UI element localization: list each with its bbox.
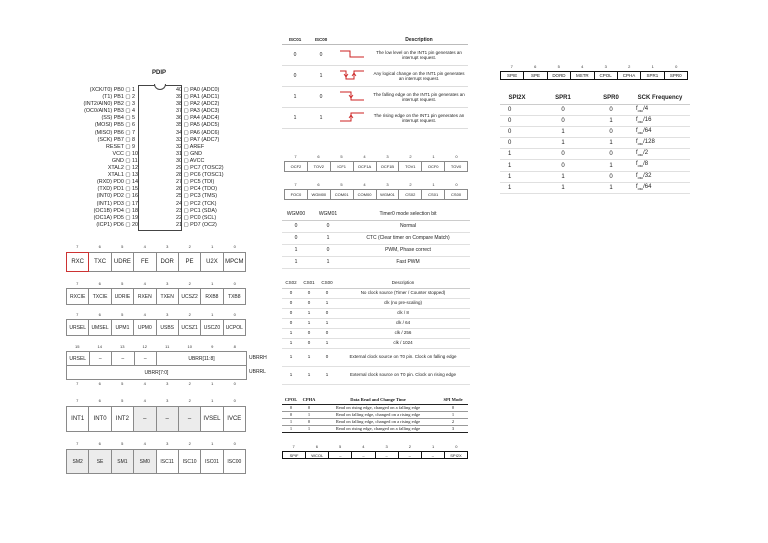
- cell: 1: [293, 115, 297, 121]
- table-row: 0 1 1 clk / 64: [282, 318, 470, 328]
- table-row: 1 0 PWM, Phase correct: [282, 244, 470, 256]
- mcucr-register: [66, 449, 246, 474]
- pin-left: VCC ▢ 10: [112, 150, 138, 157]
- reg-bit: UDRIE: [111, 289, 133, 305]
- pin-left: GND ▢ 11: [111, 157, 138, 164]
- reg-bit: ICF1: [330, 162, 353, 172]
- ucsrb-register: [66, 288, 246, 305]
- pin-right: 31 ▢ GND: [176, 150, 203, 157]
- col-header: SCK Frequency: [630, 93, 690, 104]
- pin-left: (OC1B) PD4 ▢ 18: [93, 207, 138, 214]
- spcr-bit-numbers: 7 6 5 4 3 2 1 0: [510, 64, 678, 69]
- table-row: 1 1 Read on rising edge, changed on a falling edge 3: [282, 425, 468, 432]
- ucsrb-bit-numbers: 7 6 5 4 3 2 1 0: [76, 281, 236, 286]
- cell: 0: [319, 94, 323, 100]
- pin-right: 21 ▢ PD7 (OC2): [176, 221, 217, 228]
- reg-bit: –: [112, 352, 135, 366]
- pin-right: 29 ▢ PC7 (TOSC2): [176, 165, 224, 172]
- timsk-bit-numbers: 7 6 5 4 3 2 1 0: [294, 154, 458, 159]
- pin-left: (RXD) PD0 ▢ 14: [96, 179, 138, 186]
- reg-bit: TOV1: [399, 162, 422, 172]
- pin-left: (MISO) PB6 ▢ 7: [94, 129, 135, 136]
- pin-right: 37 ▢ PA3 (ADC3): [176, 108, 220, 115]
- isc-table: [282, 36, 468, 129]
- table-row: 1 0 0 clk / 256: [282, 328, 470, 338]
- reg-bit: UCPOL: [223, 320, 245, 336]
- pin-right: 28 ▢ PC6 (TOSC1): [176, 172, 224, 179]
- spsr-bit-numbers: 7 6 5 4 3 2 1 0: [292, 444, 458, 449]
- pin-left: (SS) PB4 ▢ 5: [101, 115, 135, 122]
- sck-frequency-table: [500, 93, 690, 194]
- table-row: 1 1 1 $f_{osc}/64$: [500, 182, 690, 193]
- table-row: [282, 45, 468, 66]
- ubrr-bit-numbers-low: 7 6 5 4 3 2 1 0: [76, 381, 236, 386]
- reg-bit: ISC11: [156, 450, 178, 474]
- table-row: 0 0 0 No clock source (Timer / Counter stopped): [282, 288, 470, 298]
- reg-bit: PE: [178, 253, 200, 272]
- table-row: 1 1 0 $f_{osc}/32$: [500, 171, 690, 182]
- ubrr-register: [66, 351, 247, 380]
- pdip-title: PDIP: [152, 70, 167, 76]
- reg-bit: TXB8: [223, 289, 245, 305]
- cell: The low level on the INT1 pin generates an interrupt request.: [376, 49, 462, 60]
- rising-edge-waveform-icon: [334, 108, 370, 129]
- reg-bit: –: [398, 452, 421, 459]
- pin-left: (ICP1) PD6 ▢ 20: [96, 221, 138, 228]
- reg-bit: DOR: [156, 253, 178, 272]
- reg-bit: ISC10: [178, 450, 200, 474]
- pin-left: (MOSI) PB5 ▢ 6: [94, 122, 135, 129]
- reg-bit: UBRR[7:0]: [67, 366, 247, 380]
- pin-left: RESET ▢ 9: [106, 143, 135, 150]
- reg-bit: UDRE: [111, 253, 133, 272]
- reg-bit: UBRR[11:8]: [157, 352, 247, 366]
- reg-bit: SPR0: [664, 72, 687, 80]
- cell: The rising edge on the INT1 pin generates an interrupt request.: [373, 112, 465, 123]
- pin-right: 35 ▢ PA5 (ADC5): [176, 122, 220, 129]
- pin-left: (TXD) PD1 ▢ 15: [97, 186, 138, 193]
- col-header: ISC00: [314, 37, 328, 42]
- pin-left: (INT0) PD2 ▢ 16: [96, 193, 138, 200]
- reg-bit: UCSZ1: [178, 320, 200, 336]
- reg-bit: CS01: [422, 190, 445, 200]
- reg-bit: TOV2: [307, 162, 330, 172]
- reg-bit: SPE: [524, 72, 547, 80]
- pin-left: XTAL1 ▢ 13: [107, 172, 138, 179]
- reg-bit: OCF1B: [376, 162, 399, 172]
- col-header: Data Read and Change Time: [350, 397, 406, 403]
- col-header: [334, 36, 370, 45]
- falling-edge-waveform-icon: [334, 87, 370, 108]
- clock-select-table: [282, 278, 470, 385]
- any-change-waveform-icon: [334, 66, 370, 87]
- col-header: SPR1: [534, 93, 592, 104]
- col-header: Description: [336, 278, 470, 288]
- table-row: 0 0 Normal: [282, 220, 470, 232]
- table-row: 0 1 CTC (Clear timer on Compare Match): [282, 232, 470, 244]
- reg-bit: –: [375, 452, 398, 459]
- pin-left: XTAL2 ▢ 12: [107, 165, 138, 172]
- col-header: CS01: [300, 278, 318, 288]
- pin-right: 30 ▢ AVCC: [176, 157, 205, 164]
- reg-bit: WGM01: [376, 190, 399, 200]
- reg-bit: –: [156, 407, 178, 432]
- table-row: 0 1 0 $f_{osc}/64$: [500, 126, 690, 137]
- reg-bit: USBS: [156, 320, 178, 336]
- table-row: [282, 87, 468, 108]
- reg-bit: WGM00: [307, 190, 330, 200]
- pin-left: (SCK) PB7 ▢ 8: [97, 136, 135, 143]
- reg-bit: –: [134, 352, 157, 366]
- pin-right: 33 ▢ PA7 (ADC7): [176, 136, 220, 143]
- ubrrl-label: UBRRL: [249, 369, 266, 375]
- reg-bit: INT1: [67, 407, 89, 432]
- reg-bit: CS02: [399, 190, 422, 200]
- table-row: 1 0 0 $f_{osc}/2$: [500, 149, 690, 160]
- col-header: Description: [405, 37, 433, 43]
- pin-right: 23 ▢ PC1 (SDA): [176, 207, 217, 214]
- tccr0-bit-numbers: 7 6 5 4 3 2 1 0: [294, 182, 458, 187]
- ucsrc-register: [66, 319, 246, 336]
- table-row: 1 1 0 External clock source on T0 pin. Clock on falling edge: [282, 348, 470, 366]
- pin-right: 22 ▢ PC0 (SCL): [176, 214, 217, 221]
- reg-bit: TXCIE: [89, 289, 111, 305]
- tccr0-register: [284, 189, 468, 200]
- reg-bit: CPOL: [594, 72, 617, 80]
- reg-bit: URSEL: [67, 320, 89, 336]
- reg-bit: RXC: [67, 253, 89, 272]
- spcr-register: [500, 71, 688, 80]
- reg-bit: SPI2X: [444, 452, 467, 459]
- reg-bit: RXEN: [134, 289, 156, 305]
- pin-right: 39 ▢ PA1 (ADC1): [176, 94, 220, 101]
- reg-bit: SM0: [134, 450, 156, 474]
- pin-right: 26 ▢ PC4 (TDO): [176, 186, 218, 193]
- reg-bit: –: [421, 452, 444, 459]
- reg-bit: MPCM: [223, 253, 245, 272]
- pin-right: 38 ▢ PA2 (ADC2): [176, 101, 220, 108]
- reg-bit: CS00: [445, 190, 468, 200]
- pin-left: (INT2/AIN0) PB2 ▢ 3: [83, 101, 135, 108]
- col-header: CPHA: [302, 397, 316, 403]
- reg-bit: ISC00: [223, 450, 245, 474]
- col-header: WGM01: [310, 208, 346, 220]
- reg-bit: RXCIE: [67, 289, 89, 305]
- reg-bit: TXC: [89, 253, 111, 272]
- reg-bit: TXEN: [156, 289, 178, 305]
- reg-bit: UCSZ2: [178, 289, 200, 305]
- gicr-bit-numbers: 7 6 5 4 3 2 1 0: [76, 398, 236, 403]
- reg-bit: SM1: [111, 450, 133, 474]
- pin-right: 32 ▢ AREF: [176, 143, 205, 150]
- table-row: 1 1 1 External clock source on T0 pin. Clock on rising edge: [282, 366, 470, 384]
- reg-bit: INT0: [89, 407, 111, 432]
- reg-bit: IVSEL: [201, 407, 223, 432]
- reg-bit: USCZ0: [201, 320, 223, 336]
- cell: 1: [319, 115, 323, 121]
- spsr-register: [282, 451, 468, 459]
- ubrrh-label: UBRRH: [249, 355, 267, 361]
- reg-bit: U2X: [201, 253, 223, 272]
- ucsra-register: [66, 252, 246, 272]
- low-level-waveform-icon: [334, 45, 370, 66]
- cell: 0: [293, 52, 297, 58]
- reg-bit: SE: [89, 450, 111, 474]
- pin-right: 24 ▢ PC2 (TCK): [176, 200, 217, 207]
- col-header: SPI Mode: [443, 397, 463, 403]
- cell: 0: [319, 52, 323, 58]
- table-row: [282, 66, 468, 87]
- table-row: 0 0 0 $f_{osc}/4$: [500, 104, 690, 115]
- timsk-register: [284, 161, 468, 172]
- reg-bit: FOC0: [285, 190, 308, 200]
- reg-bit: –: [134, 407, 156, 432]
- reg-bit: –: [89, 352, 112, 366]
- table-row: 0 1 0 clk / 8: [282, 308, 470, 318]
- reg-bit: DORD: [547, 72, 570, 80]
- col-header: SPI2X: [500, 93, 534, 104]
- cell: 1: [319, 73, 323, 79]
- reg-bit: UMSEL: [89, 320, 111, 336]
- reg-bit: WCOL: [306, 452, 329, 459]
- pin-left: (T1) PB1 ▢ 2: [102, 94, 135, 101]
- ucsra-bit-numbers: 7 6 5 4 3 2 1 0: [76, 244, 236, 249]
- reg-bit: ISC01: [201, 450, 223, 474]
- pin-left: (XCK/T0) PB0 ▢ 1: [89, 87, 135, 93]
- pin-right: 34 ▢ PA6 (ADC6): [176, 129, 220, 136]
- cell: Any logical change on the INT1 pin generates an interrupt request.: [373, 70, 465, 81]
- reg-bit: MSTR: [571, 72, 594, 80]
- pins-right: [172, 87, 224, 229]
- pin-right: 40 ▢ PA0 (ADC0): [176, 87, 220, 93]
- reg-bit: COM01: [330, 190, 353, 200]
- reg-bit: TOV0: [445, 162, 468, 172]
- reg-bit: SPIF: [283, 452, 306, 459]
- reg-bit: –: [178, 407, 200, 432]
- ucsrc-bit-numbers: 7 6 5 4 3 2 1 0: [76, 312, 236, 317]
- reg-bit: INT2: [111, 407, 133, 432]
- table-row: 0 0 1 clk (no pre-scaling): [282, 298, 470, 308]
- table-row: 1 0 1 clk / 1024: [282, 338, 470, 348]
- ubrr-bit-numbers: 15 14 13 12 11 10 9 8: [75, 344, 236, 349]
- table-row: 0 1 1 $f_{osc}/128$: [500, 138, 690, 149]
- gicr-register: [66, 406, 246, 432]
- reg-bit: UPM1: [111, 320, 133, 336]
- wgm-table: [282, 208, 470, 269]
- col-header: SPR0: [592, 93, 630, 104]
- table-row: [282, 108, 468, 129]
- col-header: WGM00: [282, 208, 310, 220]
- reg-bit: OCF2: [285, 162, 308, 172]
- cell: The falling edge on the INT1 pin generates an interrupt request.: [373, 91, 465, 102]
- spi-mode-table: [282, 397, 468, 433]
- table-row: 1 0 1 $f_{osc}/8$: [500, 160, 690, 171]
- col-header: CS00: [318, 278, 336, 288]
- reg-bit: COM00: [353, 190, 376, 200]
- pin-left: (INT1) PD3 ▢ 17: [96, 200, 138, 207]
- table-row: 1 1 Fast PWM: [282, 256, 470, 268]
- table-row: 0 0 1 $f_{osc}/16$: [500, 115, 690, 126]
- col-header: CPOL: [284, 397, 298, 403]
- reg-bit: SPIE: [501, 72, 524, 80]
- pdip-pinout: [58, 66, 258, 226]
- mcucr-bit-numbers: 7 6 5 4 3 2 1 0: [76, 441, 236, 446]
- reg-bit: UPM0: [134, 320, 156, 336]
- reg-bit: RXB8: [201, 289, 223, 305]
- cell: 1: [293, 94, 297, 100]
- pin-left: (OC1A) PD5 ▢ 19: [93, 214, 138, 221]
- col-header: ISC01: [288, 37, 302, 42]
- col-header: Timer0 mode selection bit: [346, 208, 470, 220]
- table-row: 1 0 Read on falling edge, changed on a rising edge 2: [282, 418, 468, 425]
- reg-bit: OCF0: [422, 162, 445, 172]
- cell: 0: [293, 73, 297, 79]
- pin-right: 36 ▢ PA4 (ADC4): [176, 115, 220, 122]
- reg-bit: CPHA: [617, 72, 640, 80]
- table-row: 0 1 Read on falling edge, changed on a rising edge 1: [282, 411, 468, 418]
- pin-right: 27 ▢ PC5 (TDI): [176, 179, 215, 186]
- reg-bit: –: [352, 452, 375, 459]
- pin-left: (OC0/AIN1) PB3 ▢ 4: [84, 108, 135, 115]
- reg-bit: OCF1A: [353, 162, 376, 172]
- reg-bit: URSEL: [67, 352, 90, 366]
- col-header: CS02: [282, 278, 300, 288]
- reg-bit: FE: [134, 253, 156, 272]
- table-row: 0 0 Read on rising edge, changed on a falling edge 0: [282, 404, 468, 411]
- reg-bit: IVCE: [223, 407, 245, 432]
- reg-bit: SPR1: [641, 72, 664, 80]
- reg-bit: –: [329, 452, 352, 459]
- pins-left: [83, 87, 142, 229]
- pin-right: 25 ▢ PC3 (TMS): [176, 193, 218, 200]
- reg-bit: SM2: [67, 450, 89, 474]
